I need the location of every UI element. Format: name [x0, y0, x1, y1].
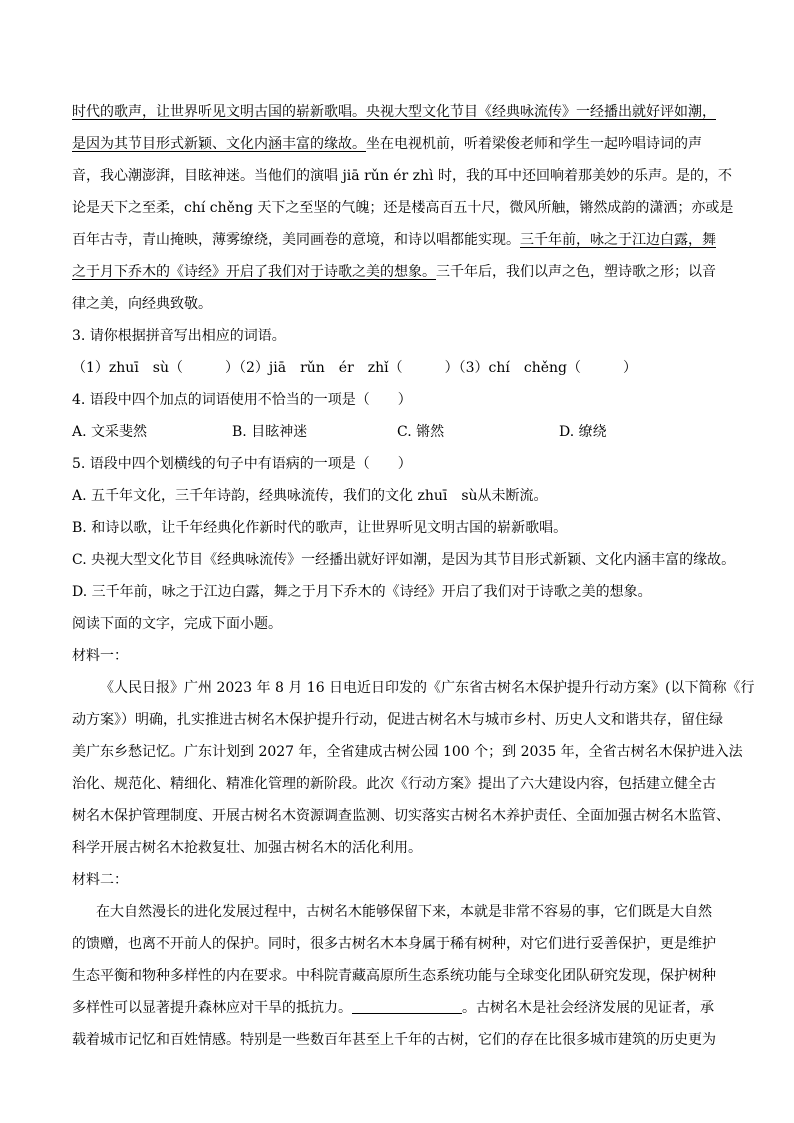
passage-line: 是因为其节目形式新颖、文化内涵丰富的缘故。坐在电视机前，听着梁俊老师和学生一起吟唱诗词的声 — [72, 136, 702, 152]
passage-line: 百年古寺，青山掩映，薄雾缭绕，美同画卷的意境，和诗以唱都能实现。三千年前，咏之于江边白露，舞 — [72, 232, 716, 248]
document-page — [72, 96, 755, 1056]
material-1-line: 《人民日报》广州 2023 年 8 月 16 日电近日印发的《广东省古树名木保护提升行动方案》(以下简称《行 — [100, 680, 755, 696]
option-b[interactable]: B. 目眩神迷 — [232, 424, 308, 440]
option-a[interactable]: A. 文采斐然 — [72, 424, 148, 440]
option-c[interactable]: C. 锵然 — [397, 424, 445, 440]
material-1-line: 美广东乡愁记忆。广东计划到 2027 年，全省建成古树公园 100 个；到 2035 年，全省古树名木保护进入法 — [72, 744, 743, 760]
passage-line: 音，我心潮澎湃，目眩神迷。当他们的演唱 jiā rǔn ér zhì 时，我的耳中还回响着那美妙的乐声。是的，不 — [72, 168, 732, 184]
option-d[interactable]: D. 三千年前，咏之于江边白露，舞之于月下乔木的《诗经》开启了我们对于诗歌之美的想象。 — [72, 584, 652, 600]
underlined-sentence: 三千年前，咏之于江边白露，舞 — [520, 232, 716, 248]
question-4-stem: 4. 语段中四个加点的词语使用不恰当的一项是（ ） — [72, 392, 412, 408]
option-d[interactable]: D. 缭绕 — [559, 424, 607, 440]
material-2-line: 的馈赠，也离不开前人的保护。同时，很多古树名木本身属于稀有树种，对它们进行妥善保护，更是维护 — [72, 936, 716, 952]
material-1-title: 材料一： — [72, 648, 128, 664]
material-2-line: 生态平衡和物种多样性的内在要求。中科院青藏高原所生态系统功能与全球变化团队研究发现，保护树种 — [72, 968, 716, 984]
option-a[interactable]: A. 五千年文化，三千年诗韵，经典咏流传，我们的文化 zhuī sù从未断流。 — [72, 488, 548, 504]
material-2-line: 载着城市记忆和百姓情感。特别是一些数百年甚至上千年的古树，它们的存在比很多城市建筑的历史更为 — [72, 1032, 716, 1048]
passage-line — [72, 96, 722, 128]
option-b[interactable]: B. 和诗以歌，让千年经典化作新时代的歌声，让世界听见文明古国的崭新歌唱。 — [72, 520, 568, 536]
underlined-sentence: 时代的歌声，让世界听见文明古国的崭新歌唱。央视大型文化节目《经典咏流传》一经播出就好评如潮， — [72, 104, 716, 120]
passage-line: 之于月下乔木的《诗经》开启了我们对于诗歌之美的想象。三千年后，我们以声之色，塑诗歌之形；以音 — [72, 264, 716, 280]
reading-instruction: 阅读下面的文字，完成下面小题。 — [72, 616, 282, 632]
underlined-sentence: 是因为其节目形式新颖、文化内涵丰富的缘故。 — [72, 136, 366, 152]
material-1-line: 科学开展古树名木抢救复壮、加强古树名木的活化利用。 — [72, 840, 422, 856]
question-3-stem: 3. 请你根据拼音写出相应的词语。 — [72, 328, 286, 344]
material-1-line: 治化、规范化、精细化、精准化管理的新阶段。此次《行动方案》提出了六大建设内容，包括建立健全古 — [72, 776, 716, 792]
material-2-line: 多样性可以显著提升森林应对干旱的抵抗力。 。古树名木是社会经济发展的见证者，承 — [72, 1000, 714, 1016]
passage-line: 论是天下之至柔，chí chěng 天下之至坚的气魄；还是楼高百五十尺，微风所触，锵然成韵的潇洒；亦或是 — [72, 200, 734, 216]
material-1-line: 树名木保护管理制度、开展古树名木资源调查监测、切实落实古树名木养护责任、全面加强古树名木监管、 — [72, 808, 730, 824]
material-2-line: 在大自然漫长的进化发展过程中，古树名木能够保留下来，本就是非常不容易的事，它们既是大自然 — [96, 904, 712, 920]
passage-line: 律之美，向经典致敬。 — [72, 296, 212, 312]
fill-in-blank[interactable] — [352, 999, 462, 1014]
material-2-title: 材料二： — [72, 872, 128, 888]
question-5-stem: 5. 语段中四个划横线的句子中有语病的一项是（ ） — [72, 456, 412, 472]
question-4-options — [72, 416, 722, 448]
underlined-sentence: 之于月下乔木的《诗经》开启了我们对于诗歌之美的想象。 — [72, 264, 436, 280]
question-3-items: （1）zhuī sù（ ）（2）jiā rǔn ér zhǐ（ ）（3）chí chěng（ ） — [72, 360, 638, 376]
option-c[interactable]: C. 央视大型文化节目《经典咏流传》一经播出就好评如潮，是因为其节目形式新颖、文化内涵丰富的缘故。 — [72, 552, 736, 568]
material-1-line: 动方案》）明确，扎实推进古树名木保护提升行动，促进古树名木与城市乡村、历史人文和谐共存，留住绿 — [72, 712, 723, 728]
